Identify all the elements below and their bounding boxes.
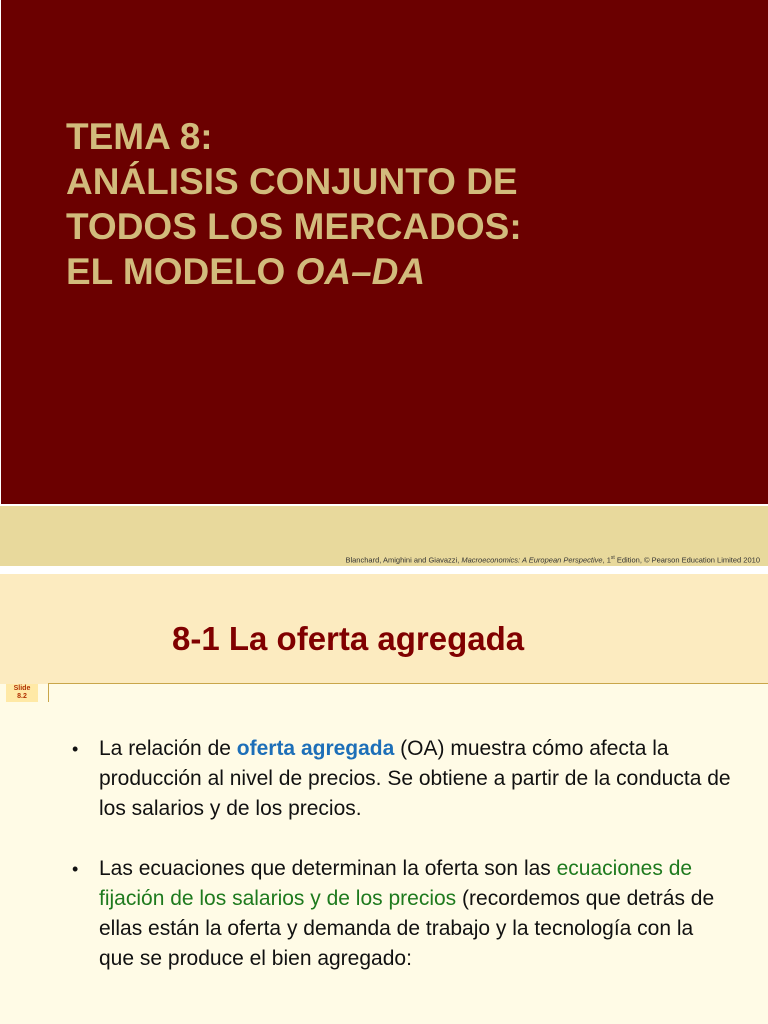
title-line-4 (66, 249, 746, 294)
slide-number-badge (6, 684, 38, 702)
bullet-2-keyword: ecuaciones de fijación de los salarios y de los precios (99, 857, 693, 910)
bullet-2-pre: Las ecuaciones que determinan la oferta son las (99, 857, 557, 880)
bullet-1-pre: La relación de (99, 737, 237, 760)
header-rule (48, 683, 768, 684)
credit-book: Macroeconomics: A European Perspective (461, 555, 603, 565)
bullet-dot: • (72, 859, 79, 879)
credit-edition-sup: st (610, 555, 615, 561)
bullet-dot: • (72, 739, 79, 759)
title-line-4-prefix: EL MODELO (66, 251, 296, 292)
bullet-item-2 (72, 854, 732, 974)
copyright-credit (345, 555, 760, 565)
slide-content (0, 574, 768, 1024)
credit-authors: Blanchard, Amighini and Giavazzi, (345, 555, 462, 565)
bullet-1-keyword: oferta agregada (236, 737, 395, 760)
bullet-2-post: (recordemos que detrás de ellas están la oferta y demanda de trabajo y la tecnología con la que se produce el bien agregado: (99, 887, 715, 970)
bullet-item-1 (72, 734, 732, 824)
bullet-1-post: (OA) muestra cómo afecta la producción al nivel de precios. Se obtiene a partir de la conducta de los salarios y de los precios. (99, 737, 731, 820)
title-line-3: TODOS LOS MERCADOS: (66, 206, 522, 247)
badge-label: Slide (13, 685, 31, 692)
credit-edition-num: , 1 (602, 555, 611, 565)
badge-number: 8.2 (17, 693, 27, 700)
title-line-2: ANÁLISIS CONJUNTO DE (66, 161, 518, 202)
credit-rest: Edition, © Pearson Education Limited 2010 (614, 555, 760, 565)
section-heading: 8-1 La oferta agregada (172, 620, 525, 657)
header-rule-tick (48, 684, 49, 702)
title-line-1: TEMA 8: (66, 116, 213, 157)
slide-title-heading (66, 114, 746, 294)
title-line-4-italic: OA–DA (295, 251, 426, 292)
bullet-list (72, 734, 732, 1004)
